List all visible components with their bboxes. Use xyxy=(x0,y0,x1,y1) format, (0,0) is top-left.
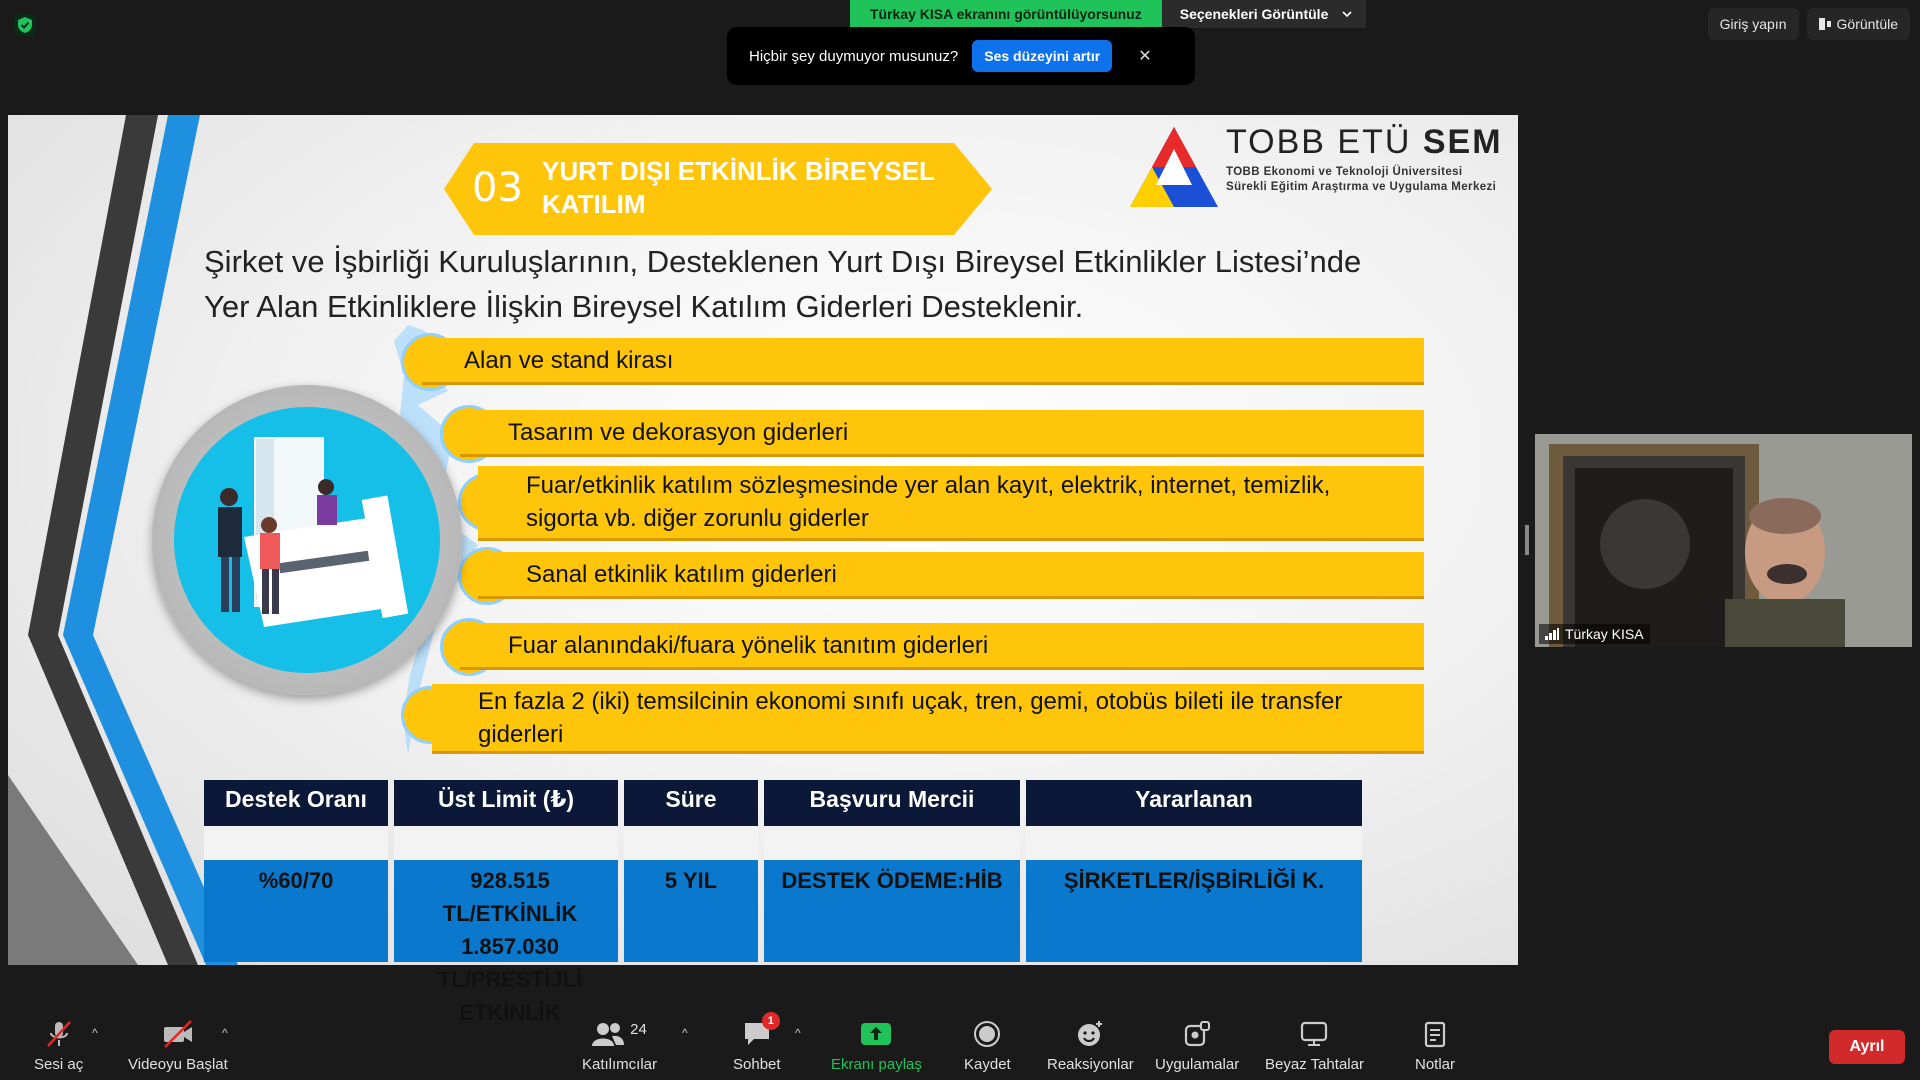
list-item-text: Tasarım ve dekorasyon giderleri xyxy=(508,418,849,446)
audio-notification xyxy=(727,27,1195,85)
notes-label: Notlar xyxy=(1415,1056,1456,1073)
table-cell: 5 YIL xyxy=(624,860,758,962)
meeting-toolbar xyxy=(0,1000,1920,1080)
view-label: Görüntüle xyxy=(1836,16,1898,32)
trade-fair-booth-icon xyxy=(174,407,440,673)
signin-button[interactable] xyxy=(1708,8,1799,40)
logo-name-left: TOBB ETÜ xyxy=(1226,123,1423,161)
muted-microphone-icon xyxy=(44,1019,74,1049)
view-options-label: Seçenekleri Görüntüle xyxy=(1179,6,1329,22)
share-status-text: Türkay KISA ekranını görüntülüyorsunuz xyxy=(850,0,1162,28)
trade-fair-illustration xyxy=(152,385,462,695)
view-button[interactable] xyxy=(1807,8,1910,40)
apps-button[interactable] xyxy=(1155,1018,1239,1073)
list-item xyxy=(432,684,1424,754)
participant-name-label xyxy=(1539,624,1650,644)
section-number: 03 xyxy=(472,165,523,211)
list-item xyxy=(478,552,1424,599)
logo-line-2: Sürekli Eğitim Araştırma ve Uygulama Merkezi xyxy=(1226,181,1497,193)
share-screen-icon xyxy=(860,1021,892,1047)
signal-bars-icon xyxy=(1545,628,1559,640)
table-header-cell: Yararlanan xyxy=(1026,780,1362,826)
notes-icon xyxy=(1422,1019,1448,1049)
unmute-button[interactable] xyxy=(34,1018,83,1073)
share-screen-label: Ekranı paylaş xyxy=(831,1056,922,1073)
logo-line-1: TOBB Ekonomi ve Teknoloji Üniversitesi xyxy=(1226,166,1463,178)
top-right-controls xyxy=(1708,8,1910,40)
chevron-down-icon xyxy=(1342,11,1352,17)
list-item-text: En fazla 2 (iki) temsilcinin ekonomi sınıfı uçak, tren, gemi, otobüs bileti ile transfer giderleri xyxy=(478,687,1343,748)
section-title: YURT DIŞI ETKİNLİK BİREYSEL KATILIM xyxy=(542,156,935,219)
participant-name: Türkay KISA xyxy=(1565,626,1644,642)
list-item-text: Alan ve stand kirası xyxy=(464,346,674,374)
view-layout-icon xyxy=(1819,18,1831,30)
screen-share-banner xyxy=(850,0,1366,28)
table-header-cell: Başvuru Mercii xyxy=(764,780,1020,826)
video-options-chevron-icon[interactable]: ^ xyxy=(222,1026,228,1040)
table-cell: %60/70 xyxy=(204,860,388,962)
list-item-text: Fuar alanındaki/fuara yönelik tanıtım giderleri xyxy=(508,631,989,659)
apps-label: Uygulamalar xyxy=(1155,1056,1240,1073)
table-spacer xyxy=(764,826,1020,860)
start-video-button[interactable] xyxy=(128,1018,228,1073)
shared-screen-slide xyxy=(8,115,1518,1025)
table-header-cell: Destek Oranı xyxy=(204,780,388,826)
security-shield-icon[interactable] xyxy=(14,14,36,36)
list-item xyxy=(422,338,1424,385)
participants-icon xyxy=(592,1021,624,1047)
table-header-cell: Üst Limit (₺) xyxy=(394,780,618,826)
logo-name-sem: SEM xyxy=(1422,123,1503,161)
view-options-button[interactable] xyxy=(1162,0,1367,28)
participants-button[interactable] xyxy=(582,1018,657,1073)
record-label: Kaydet xyxy=(964,1056,1011,1073)
close-icon[interactable]: ✕ xyxy=(1138,48,1152,65)
list-item-text: Sanal etkinlik katılım giderleri xyxy=(526,560,837,588)
illustration-background xyxy=(174,407,440,673)
table-header-cell: Süre xyxy=(624,780,758,826)
audio-options-chevron-icon[interactable]: ^ xyxy=(92,1026,98,1040)
logo-subtitle xyxy=(1226,165,1496,195)
table-spacer xyxy=(204,826,388,860)
chat-label: Sohbet xyxy=(733,1056,781,1073)
table-spacer xyxy=(624,826,758,860)
reactions-label: Reaksiyonlar xyxy=(1047,1056,1134,1073)
table-spacer xyxy=(1026,826,1362,860)
audio-prompt-text: Hiçbir şey duymuyor musunuz? xyxy=(749,47,959,65)
whiteboards-label: Beyaz Tahtalar xyxy=(1265,1056,1364,1073)
tobb-logo-icon xyxy=(1130,127,1218,207)
video-off-icon xyxy=(161,1019,195,1049)
chat-options-chevron-icon[interactable]: ^ xyxy=(795,1026,801,1040)
increase-volume-button[interactable]: Ses düzeyini artır xyxy=(972,40,1112,72)
share-screen-button[interactable] xyxy=(831,1018,922,1073)
table-cell: 928.515 TL/ETKİNLİK 1.857.030 TL/PRESTİJLİ ETKİNLİK xyxy=(394,860,618,962)
participant-video-tile[interactable] xyxy=(1535,434,1912,647)
reactions-button[interactable] xyxy=(1047,1018,1134,1073)
leave-meeting-button[interactable]: Ayrıl xyxy=(1829,1030,1905,1064)
logo-wordmark xyxy=(1226,123,1503,162)
list-item xyxy=(460,623,1424,670)
participant-video-frame xyxy=(1535,434,1912,647)
whiteboard-icon xyxy=(1299,1020,1329,1048)
start-video-label: Videoyu Başlat xyxy=(128,1056,228,1073)
table-cell: ŞİRKETLER/İŞBİRLİĞİ K. xyxy=(1026,860,1362,962)
participants-options-chevron-icon[interactable]: ^ xyxy=(682,1026,688,1040)
table-cell: DESTEK ÖDEME:HİB xyxy=(764,860,1020,962)
list-item xyxy=(478,466,1424,541)
panel-resize-handle[interactable] xyxy=(1525,525,1529,555)
participants-label: Katılımcılar xyxy=(582,1056,658,1073)
whiteboards-button[interactable] xyxy=(1265,1018,1364,1073)
slide-headline: Şirket ve İşbirliği Kuruluşlarının, Desteklenen Yurt Dışı Bireysel Etkinlikler Listesi’nde Yer Alan Etkinliklere İlişkin Bireysel Katılım Giderleri Desteklenir. xyxy=(204,244,1362,324)
chat-button[interactable] xyxy=(733,1015,781,1073)
unmute-label: Sesi aç xyxy=(34,1056,84,1073)
participants-count: 24 xyxy=(630,1020,647,1038)
notes-button[interactable] xyxy=(1415,1018,1455,1073)
table-spacer xyxy=(394,826,618,860)
record-button[interactable] xyxy=(964,1018,1011,1073)
chat-unread-badge: 1 xyxy=(762,1012,780,1030)
list-item-text: Fuar/etkinlik katılım sözleşmesinde yer alan kayıt, elektrik, internet, temizlik, sigorta vb. diğer zorunlu giderler xyxy=(526,472,1331,532)
list-item xyxy=(460,410,1424,457)
emoji-reaction-icon xyxy=(1075,1019,1105,1049)
signin-label: Giriş yapın xyxy=(1719,16,1787,32)
apps-icon xyxy=(1183,1020,1211,1048)
record-icon xyxy=(973,1020,1001,1048)
